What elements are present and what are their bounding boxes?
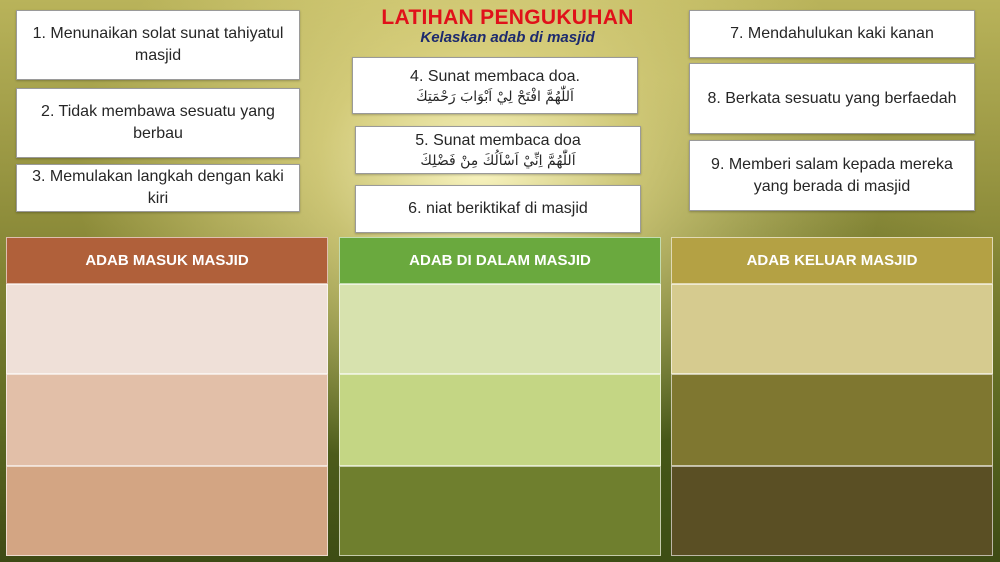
drop-zone-keluar-2[interactable] xyxy=(671,374,993,466)
card-6-text: 6. niat beriktikaf di masjid xyxy=(408,200,588,217)
card-1[interactable] xyxy=(16,10,300,80)
card-8[interactable] xyxy=(689,63,975,134)
card-5[interactable] xyxy=(355,126,641,174)
card-9[interactable] xyxy=(689,140,975,211)
card-7[interactable] xyxy=(689,10,975,58)
drop-zone-masuk-2[interactable] xyxy=(6,374,328,466)
card-4-text: 4. Sunat membaca doa. xyxy=(410,67,580,85)
card-8-text: 8. Berkata sesuatu yang berfaedah xyxy=(707,89,957,107)
card-2-text: 2. Tidak membawa sesuatu yang berbau xyxy=(41,103,275,142)
card-3[interactable] xyxy=(16,164,300,212)
card-5-arabic: اَللّٰهُمَّ اِنِّيْ اَسْاَلُكَ مِنْ فَضْلِكَ xyxy=(420,153,576,169)
drop-zone-masuk-1[interactable] xyxy=(6,284,328,374)
card-4-arabic: اَللّٰهُمَّ افْتَحْ لِيْ اَبْوَابَ رَحْمَتِكَ xyxy=(416,88,574,105)
card-3-text: 3. Memulakan langkah dengan kaki kiri xyxy=(32,168,284,207)
card-6[interactable] xyxy=(355,185,641,233)
title-main: LATIHAN PENGUKUHAN xyxy=(381,6,634,29)
drop-zone-dalam-3[interactable] xyxy=(339,466,661,556)
drop-zone-dalam-2[interactable] xyxy=(339,374,661,466)
page-title xyxy=(360,6,655,46)
card-1-text: 1. Menunaikan solat sunat tahiyatul masjid xyxy=(32,25,284,64)
title-subtitle: Kelaskan adab di masjid xyxy=(420,29,595,46)
card-4[interactable] xyxy=(352,57,638,114)
card-9-text: 9. Memberi salam kepada mereka yang berada di masjid xyxy=(711,155,953,195)
column-header-masuk: ADAB MASUK MASJID xyxy=(6,237,328,284)
column-dalam xyxy=(339,237,661,556)
drop-zone-keluar-3[interactable] xyxy=(671,466,993,556)
column-header-keluar: ADAB KELUAR MASJID xyxy=(671,237,993,284)
card-2[interactable] xyxy=(16,88,300,158)
column-masuk xyxy=(6,237,328,556)
column-keluar xyxy=(671,237,993,556)
card-7-text: 7. Mendahulukan kaki kanan xyxy=(730,25,934,42)
drop-zone-masuk-3[interactable] xyxy=(6,466,328,556)
drop-zone-keluar-1[interactable] xyxy=(671,284,993,374)
card-5-text: 5. Sunat membaca doa xyxy=(415,132,581,149)
drop-zone-dalam-1[interactable] xyxy=(339,284,661,374)
column-header-dalam: ADAB DI DALAM MASJID xyxy=(339,237,661,284)
